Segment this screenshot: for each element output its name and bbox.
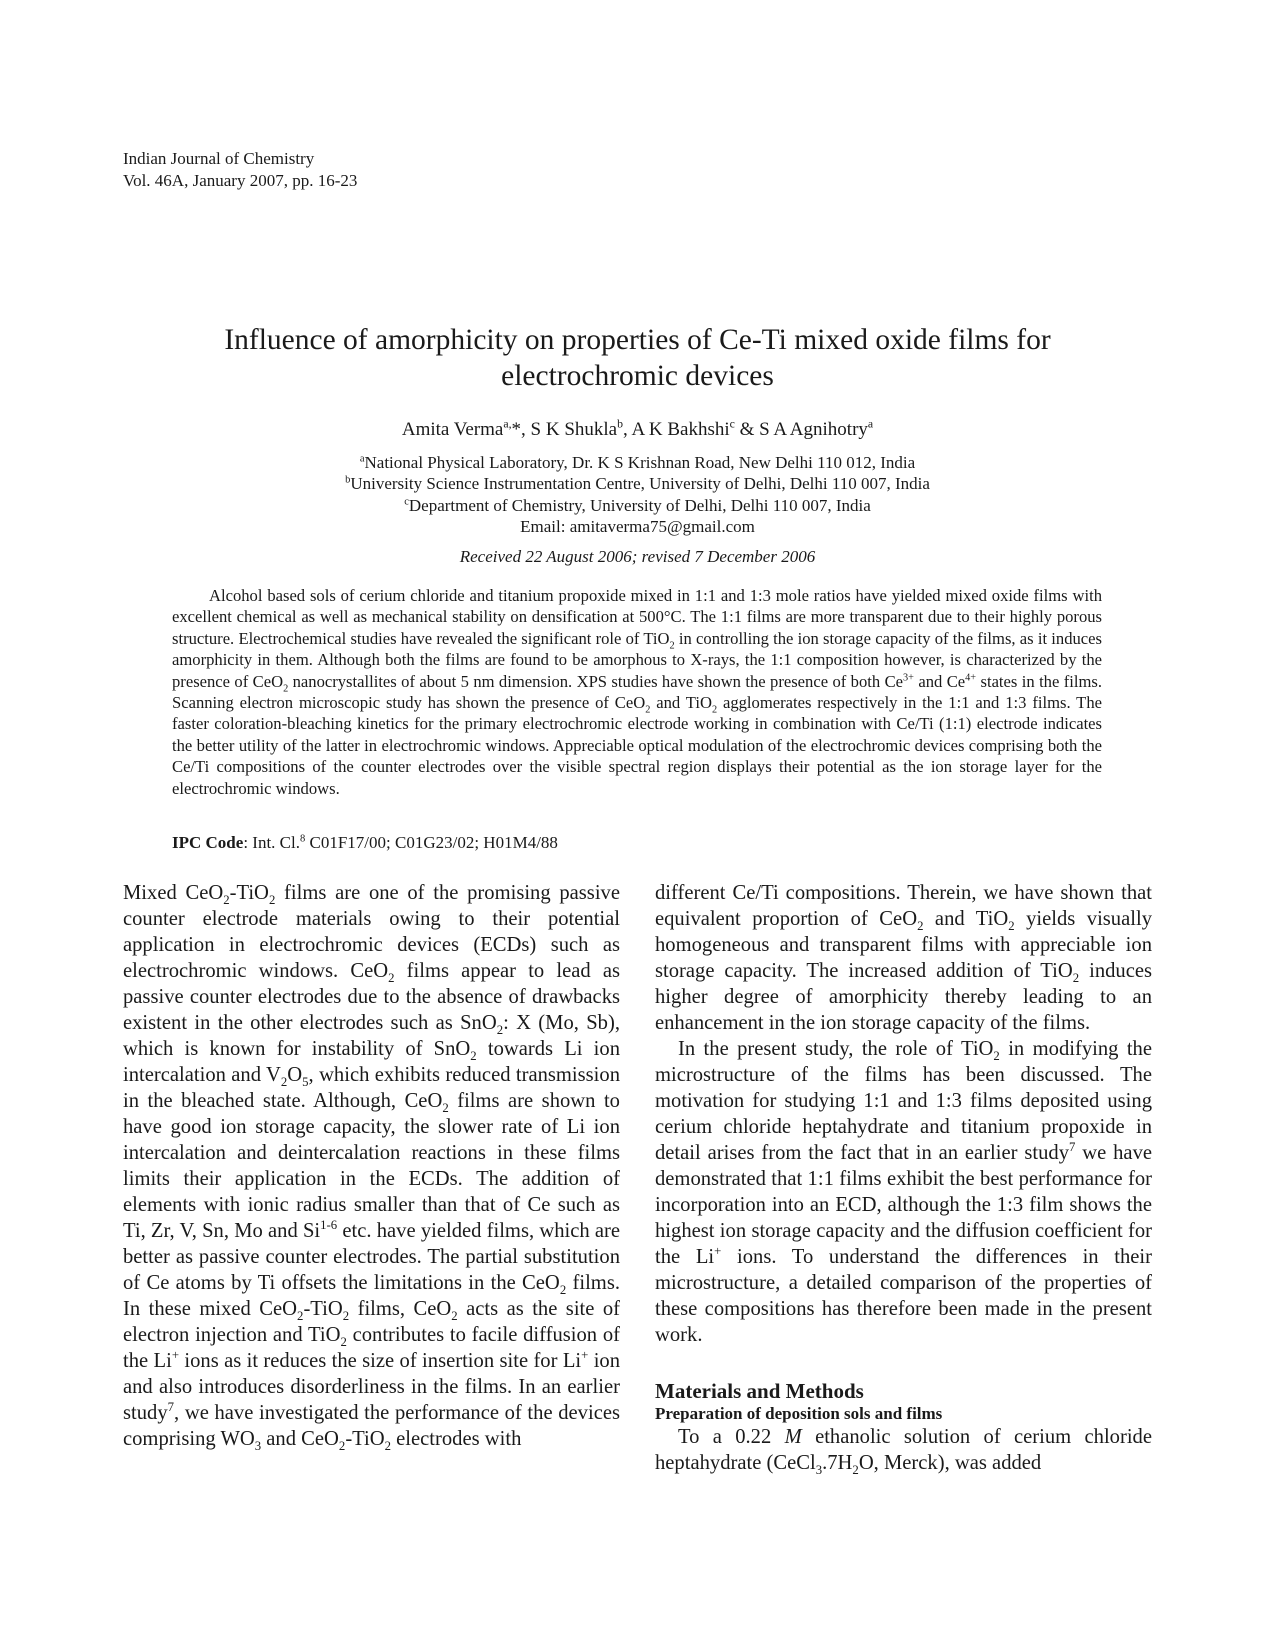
abstract-text [172,585,1102,799]
text-run: In the present study, the role of TiO [678,1038,994,1060]
subscript: 2 [993,1049,1000,1064]
text-run: -TiO [229,882,269,904]
author-affil-mark: a [867,417,874,431]
author-affil-mark: c [729,417,735,431]
intro-paragraph-cont [655,880,1152,1036]
author-name: S A Agnihotry [759,419,868,440]
text-run: in modifying the microstructure of the films has been discussed. The motivation for studying 1:1 and 1:3 films deposited using cerium chloride heptahydrate and titanium propoxide in detail arises from the fact that in an earlier study [655,1038,1152,1164]
author-name: Amita Verma [401,419,504,440]
journal-name: Indian Journal of Chemistry [123,149,315,168]
superscript: + [581,1348,589,1363]
text-run: films. In these mixed CeO [123,1272,620,1320]
journal-header [123,148,357,192]
ipc-label: IPC Code [172,833,244,852]
subscript: 2 [342,1309,350,1324]
text-run: we have demonstrated that 1:1 films exhibit the best performance for incorporation into an ECD, although the 1:3 film shows the highest ion storage capacity and the diffusion coefficient for the Li [655,1142,1153,1268]
text-run: films are one of the promising passive counter electrode materials owing to their potential application in electrochromic devices (ECDs) such as electrochromic windows. CeO [123,882,620,982]
subscript: 2 [297,1309,304,1324]
ipc-values: C01F17/00; C01G23/02; H01M4/88 [305,833,558,852]
subscript: 2 [442,1101,449,1116]
intro-paragraph [123,880,620,1452]
journal-volume: Vol. 46A, January 2007, pp. 16-23 [123,171,358,190]
text-run: O [287,1064,303,1086]
subscript: 2 [470,1049,477,1064]
text-run: To a 0.22 [678,1426,785,1448]
text-run: , which exhibits reduced transmission in the bleached state. Although, CeO [123,1064,620,1112]
subsection-heading: Preparation of deposition sols and films [655,1404,943,1423]
text-run: .7H [822,1452,853,1474]
methods-paragraph [655,1424,1152,1476]
title-line-2: electrochromic devices [501,360,774,392]
subscript: 2 [283,682,289,694]
text-run: -TiO [345,1428,385,1450]
text-run: different Ce/Ti compositions. Therein, we have shown that equivalent proportion of CeO [655,882,1152,930]
affil-mark: c [404,495,409,507]
superscript: + [714,1244,722,1259]
subscript: 2 [388,971,395,986]
subscript: 2 [338,1439,346,1454]
text-run: electrodes with [391,1428,522,1450]
section-heading: Materials and Methods [655,1379,864,1403]
superscript: + [171,1348,180,1363]
subscript: 3 [254,1439,262,1454]
citation: 1-6 [320,1218,338,1233]
author-name: A K Bakhshi [631,419,730,440]
subscript: 2 [669,640,675,652]
subscript: 2 [1072,971,1080,986]
author-separator: , [521,419,531,440]
text-run: Mixed CeO [123,882,224,904]
text-run: etc. have yielded films, which are better as passive counter electrodes. The partial substitution of Ce atoms by Ti offsets the limitations in the CeO [123,1220,620,1294]
text-run: ions. To understand the differences in their microstructure, a detailed comparison of the properties of these compositions has therefore been made in the present work. [655,1246,1152,1346]
text-run: , we have investigated the performance of the devices comprising WO [123,1402,620,1450]
text-run: -TiO [303,1298,343,1320]
author-affil-mark: a, [503,417,512,431]
text-run: films are shown to have good ion storage capacity, the slower rate of Li ion intercalation and deintercalation reactions in these films limits their application in the ECDs. The addition of elements with ionic radius smaller than that of Ce such as Ti, Zr, V, Sn, Mo and Si [123,1090,620,1242]
subscript: 5 [302,1075,309,1090]
text-run: acts as the site of electron injection and TiO [123,1298,621,1346]
citation: 7 [167,1400,175,1415]
author-name: S K Shukla [530,419,618,440]
text-run: : X (Mo, Sb), which is known for instability of SnO [123,1012,620,1060]
subscript: 2 [268,893,276,908]
title-line-1: Influence of amorphicity on properties of Ce-Ti mixed oxide films for [224,324,1051,356]
subscript: 3 [815,1463,823,1478]
text-run: and TiO [650,693,712,713]
affil-text: University Science Instrumentation Centre, University of Delhi, Delhi 110 007, India [350,474,930,494]
affil-mark: b [345,474,351,486]
affiliation-a [0,452,1275,473]
email: Email: amitaverma75@gmail.com [520,516,755,536]
text-run: O, Merck), was added [858,1452,1042,1474]
author-separator: , [623,419,632,440]
text-run: contributes to facile diffusion of the Li [123,1324,620,1372]
affiliations [0,452,1275,537]
subscript: 2 [451,1309,458,1324]
text-run: and CeO [261,1428,339,1450]
author-affil-mark: b [617,417,623,431]
subscript: 2 [223,893,230,908]
superscript: 4+ [965,672,977,684]
subscript: 2 [852,1463,859,1478]
text-run: films appear to lead as passive counter electrodes due to the absence of drawbacks existent in the other electrodes such as SnO [123,960,620,1034]
text-run: agglomerates respectively in the 1:1 and 1:3 films. The faster coloration-bleaching kinetics for the primary electrochromic electrode working in combination with Ce/Ti (1:1) electrode indicates the better utility of the latter in electrochromic windows. Appreciable optical modulation of the electrochromic devices comprising both the Ce/Ti compositions of the counter electrodes over the visible spectral region displays their potential as the ion storage layer for the electrochromic windows. [172,693,1102,798]
text-run: ion and also introduces disorderliness in the films. In an earlier study [123,1350,621,1424]
affil-mark: a [359,453,365,465]
text-run: Alcohol based sols of cerium chloride and titanium propoxide mixed in 1:1 and 1:3 mole ratios have yielded mixed oxide films with excellent chemical as well as mechanical stability on densification at 500°C. The 1:1 films are more transparent due to their highly porous structure. Electrochemical studies have revealed the significant role of TiO [172,586,1102,648]
abstract [172,585,1102,799]
affil-text: National Physical Laboratory, Dr. K S Krishnan Road, New Delhi 110 012, India [364,453,916,472]
subscript: 2 [1008,919,1015,934]
author-separator: & [734,419,760,440]
subscript: 2 [559,1283,567,1298]
superscript: 3+ [903,672,914,684]
corresponding-mark: * [511,419,522,440]
text-run: and Ce [913,671,966,691]
subscript: 2 [340,1335,347,1350]
body-column-left [123,880,620,1452]
text-run: towards Li ion intercalation and V [123,1038,621,1086]
affil-text: Department of Chemistry, University of Delhi, Delhi 110 007, India [408,495,871,515]
text-run: and TiO [923,908,1009,930]
text-run: yields visually homogeneous and transparent films with appreciable ion storage capacity. The increased addition of TiO [655,908,1152,982]
text-run: films, CeO [349,1298,452,1320]
text-run: in controlling the ion storage capacity of the films, as it induces amorphicity in them. Although both the films are found to be amorphous to X-rays, the 1:1 composition however, is characterized by the presence of CeO [172,628,1102,691]
citation: 7 [1069,1140,1076,1155]
text-run: ions as it reduces the size of insertion site for Li [179,1350,582,1372]
text-run: nanocrystallites of about 5 nm dimension. XPS studies have shown the presence of both Ce [288,671,904,691]
subscript: 2 [496,1023,504,1038]
affiliation-b [0,473,1275,494]
subscript: 2 [711,704,718,716]
paper-title [0,322,1275,394]
subscript: 2 [917,919,924,934]
text-run: states in the films. Scanning electron microscopic study has shown the presence of CeO [172,671,1102,713]
subscript: 2 [384,1439,392,1454]
text-run: : Int. Cl. [243,833,300,852]
text-run: induces higher degree of amorphicity thereby leading to an enhancement in the ion storage capacity of the films. [655,960,1153,1034]
body-column-right [655,880,1152,1476]
subscript: 2 [645,704,651,716]
superscript: 8 [299,833,306,845]
ipc-code [172,832,558,854]
affiliation-c [0,495,1275,516]
text-run: ethanolic solution of cerium chloride heptahydrate (CeCl [655,1426,1152,1474]
received-dates: Received 22 August 2006; revised 7 December 2006 [459,547,816,566]
subscript: 2 [280,1075,288,1090]
molarity-unit: M [784,1426,802,1448]
author-list [0,419,1275,441]
present-study-paragraph [655,1036,1152,1348]
